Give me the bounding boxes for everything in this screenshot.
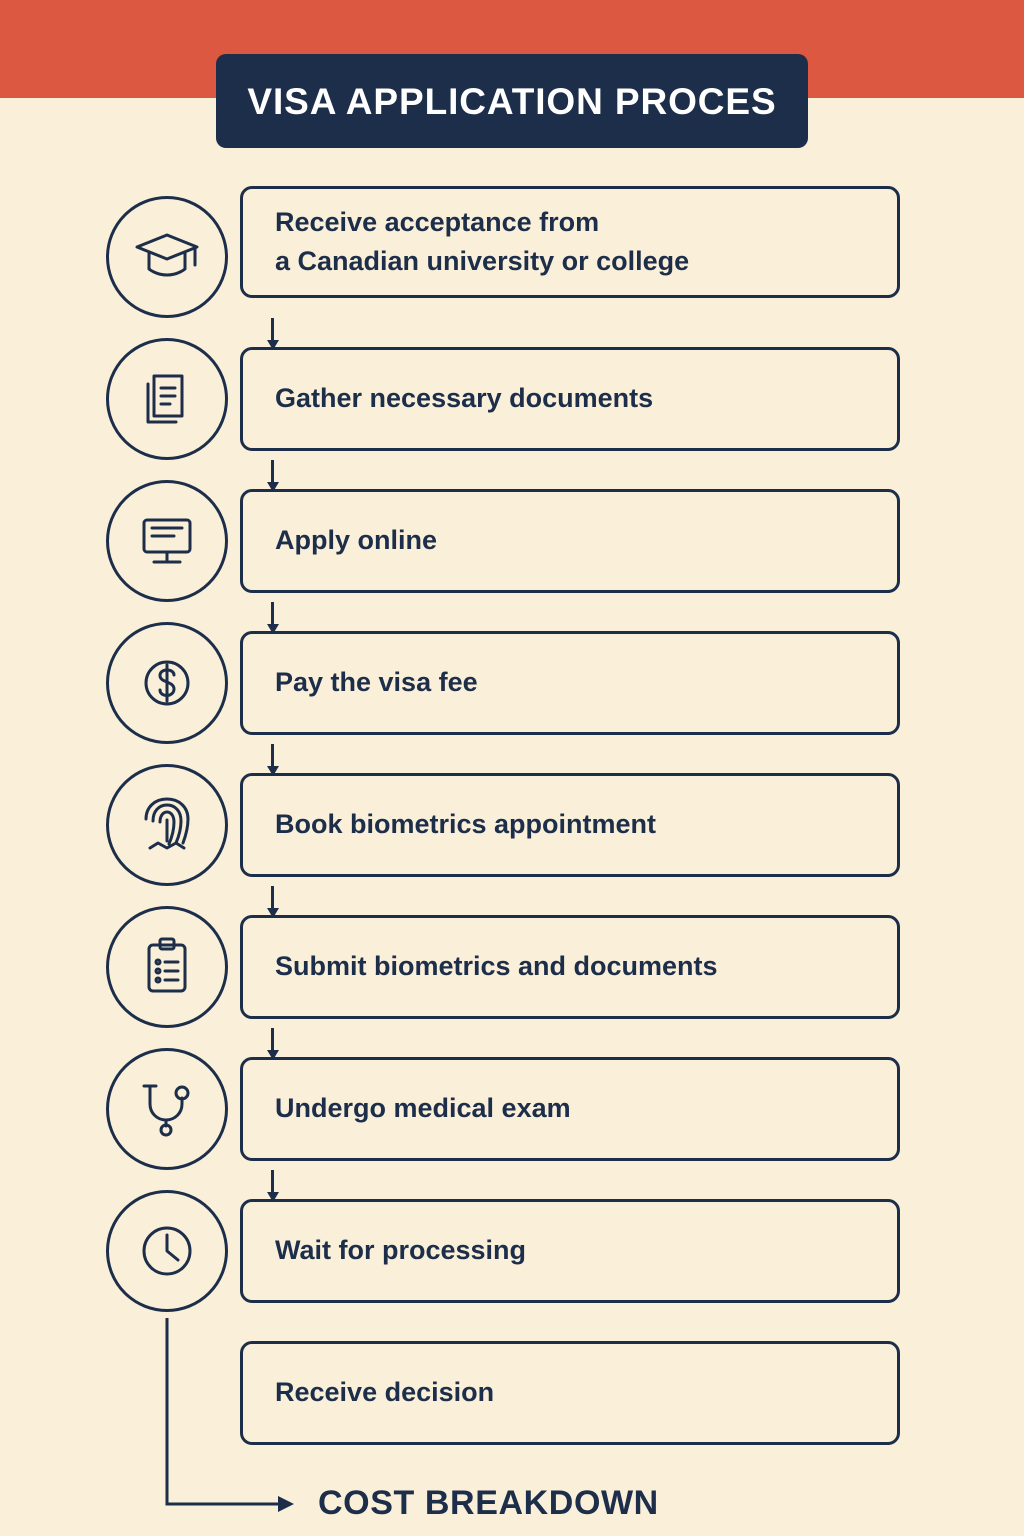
step-box[interactable] <box>240 631 900 735</box>
step-icon-wrap <box>106 196 228 318</box>
step-label: Receive decision <box>275 1377 495 1408</box>
process-flow <box>0 196 1024 1474</box>
flow-step <box>0 622 1024 764</box>
step-icon-wrap <box>106 764 228 886</box>
step-label <box>275 203 689 281</box>
step-box[interactable] <box>240 1057 900 1161</box>
cost-breakdown-arrow <box>160 1318 310 1518</box>
flow-step <box>0 196 1024 338</box>
desktop-computer-icon <box>106 480 228 602</box>
step-icon-wrap <box>106 1190 228 1312</box>
dollar-coin-icon <box>106 622 228 744</box>
step-label: Pay the visa fee <box>275 667 478 698</box>
flow-step <box>0 1332 1024 1474</box>
cost-breakdown-heading: COST BREAKDOWN <box>318 1484 659 1522</box>
step-icon-wrap <box>106 1048 228 1170</box>
step-box[interactable] <box>240 347 900 451</box>
step-box[interactable] <box>240 186 900 298</box>
step-label-line2: a Canadian university or college <box>275 246 690 276</box>
step-label: Apply online <box>275 525 437 556</box>
step-icon-wrap <box>106 622 228 744</box>
flow-step <box>0 906 1024 1048</box>
flow-step <box>0 764 1024 906</box>
step-label-line1: Receive acceptance from <box>275 206 600 237</box>
clock-icon <box>106 1190 228 1312</box>
graduation-cap-icon <box>106 196 228 318</box>
step-label: Submit biometrics and documents <box>275 951 718 982</box>
clipboard-checklist-icon <box>106 906 228 1028</box>
stethoscope-icon <box>106 1048 228 1170</box>
flow-step <box>0 1190 1024 1332</box>
step-box[interactable] <box>240 915 900 1019</box>
page-title-plate <box>216 54 808 148</box>
step-icon-wrap <box>106 480 228 602</box>
page-title: VISA APPLICATION PROCES <box>247 80 777 122</box>
step-label: Gather necessary documents <box>275 383 654 414</box>
step-box[interactable] <box>240 1341 900 1445</box>
documents-icon <box>106 338 228 460</box>
flow-step <box>0 1048 1024 1190</box>
step-box[interactable] <box>240 489 900 593</box>
step-icon-wrap <box>106 906 228 1028</box>
step-icon-wrap <box>106 338 228 460</box>
step-box[interactable] <box>240 773 900 877</box>
flow-step <box>0 480 1024 622</box>
step-label: Book biometrics appointment <box>275 809 657 840</box>
step-label: Wait for processing <box>275 1235 527 1266</box>
flow-step <box>0 338 1024 480</box>
step-label: Undergo medical exam <box>275 1093 571 1124</box>
fingerprint-icon <box>106 764 228 886</box>
step-box[interactable] <box>240 1199 900 1303</box>
